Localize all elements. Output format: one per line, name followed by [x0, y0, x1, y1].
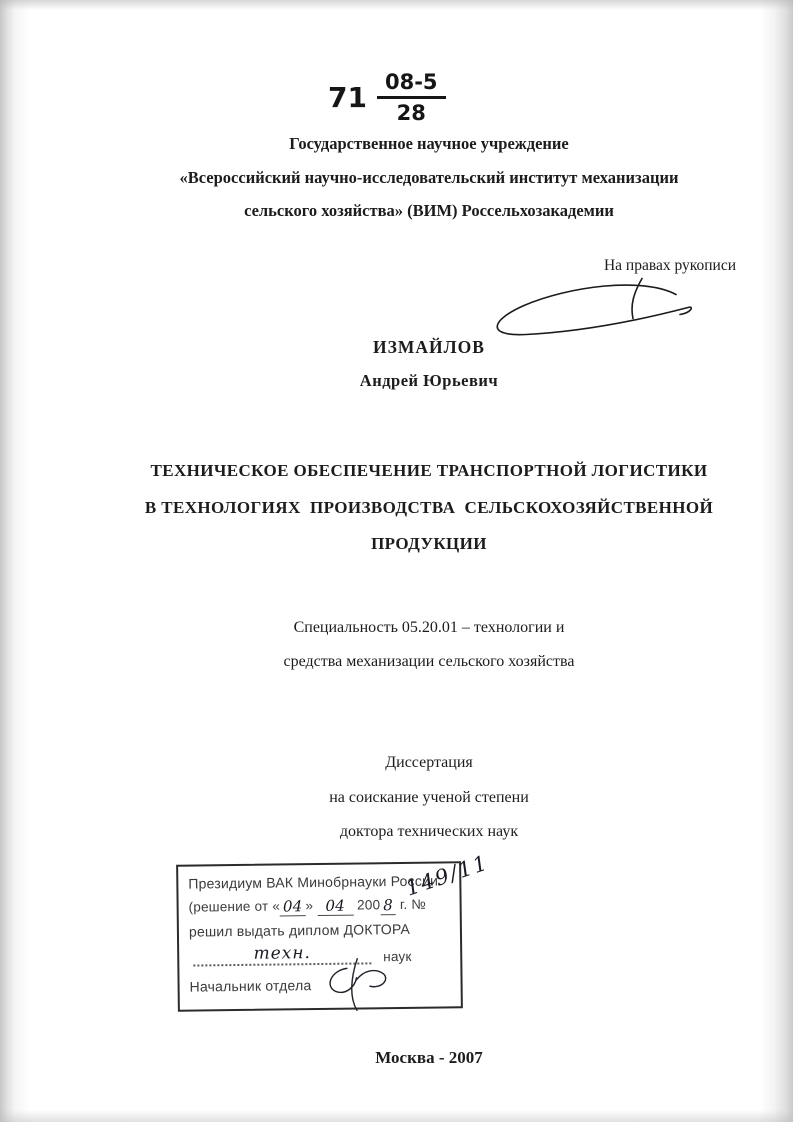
stamp-line4-post: наук: [383, 948, 412, 965]
catalog-fraction: [377, 70, 446, 125]
official-signature-image: [314, 950, 401, 1017]
degree-line-2: на соискание ученой степени: [329, 788, 529, 806]
title-line-2: В ТЕХНОЛОГИЯХ ПРОИЗВОДСТВА СЕЛЬСКОХОЗЯЙСТВЕННОЙ: [144, 497, 714, 517]
city-year: Москва - 2007: [375, 1048, 483, 1067]
specialty-line-1: Специальность 05.20.01 – технологии и: [293, 619, 565, 636]
stamp-line2-pre: (решение от «: [188, 898, 281, 915]
dissertation-title: [64, 453, 793, 563]
author-given-names: Андрей Юрьевич: [359, 371, 499, 390]
specialty-line-2: средства механизации сельского хозяйства: [283, 652, 575, 670]
catalog-fraction-denominator: 28: [396, 101, 426, 125]
degree-statement-block: [64, 746, 793, 850]
institution-line-3: сельского хозяйства» (ВИМ) Россельхозакадемии: [244, 201, 614, 220]
stamp-handwritten-day: 04: [280, 897, 306, 916]
institution-block: [64, 127, 793, 228]
catalog-fraction-numerator: 08-5: [377, 70, 446, 99]
stamp-handwritten-year: 8: [380, 896, 396, 915]
specialty-block: [64, 611, 793, 678]
stamp-line-3: решил выдать диплом ДОКТОРА: [188, 920, 411, 940]
stamp-line-5: Начальник отдела: [189, 977, 312, 995]
title-line-3: ПРОДУКЦИИ: [371, 534, 487, 553]
stamp-line-1: Президиум ВАК Минобрнауки России: [188, 872, 439, 892]
stamp-handwritten-month: 04: [317, 897, 353, 916]
vak-stamp-box: [176, 850, 492, 1011]
stamp-line2-mid3: г. №: [399, 896, 427, 913]
catalog-main-number: 71: [328, 81, 367, 114]
stamp-line2-mid2: 200: [357, 897, 381, 913]
stamp-handwritten-degree: техн.: [253, 943, 312, 964]
stamp-line2-mid1: »: [305, 898, 314, 914]
title-line-1: ТЕХНИЧЕСКОЕ ОБЕСПЕЧЕНИЕ ТРАНСПОРТНОЙ ЛОГИСТИКИ: [150, 461, 708, 480]
institution-line-1: Государственное научное учреждение: [289, 134, 569, 153]
stamp-handwritten-number: 149/11: [402, 850, 492, 901]
manuscript-rights-note: На правах рукописи: [603, 257, 736, 274]
degree-line-1: Диссертация: [385, 754, 473, 771]
author-surname: ИЗМАЙЛОВ: [373, 337, 485, 357]
institution-line-2: «Всероссийский научно-исследовательский институт механизации: [179, 167, 679, 187]
degree-line-3: доктора технических наук: [339, 823, 519, 840]
catalog-number: [328, 70, 446, 125]
stamp-line-2: [189, 895, 427, 917]
